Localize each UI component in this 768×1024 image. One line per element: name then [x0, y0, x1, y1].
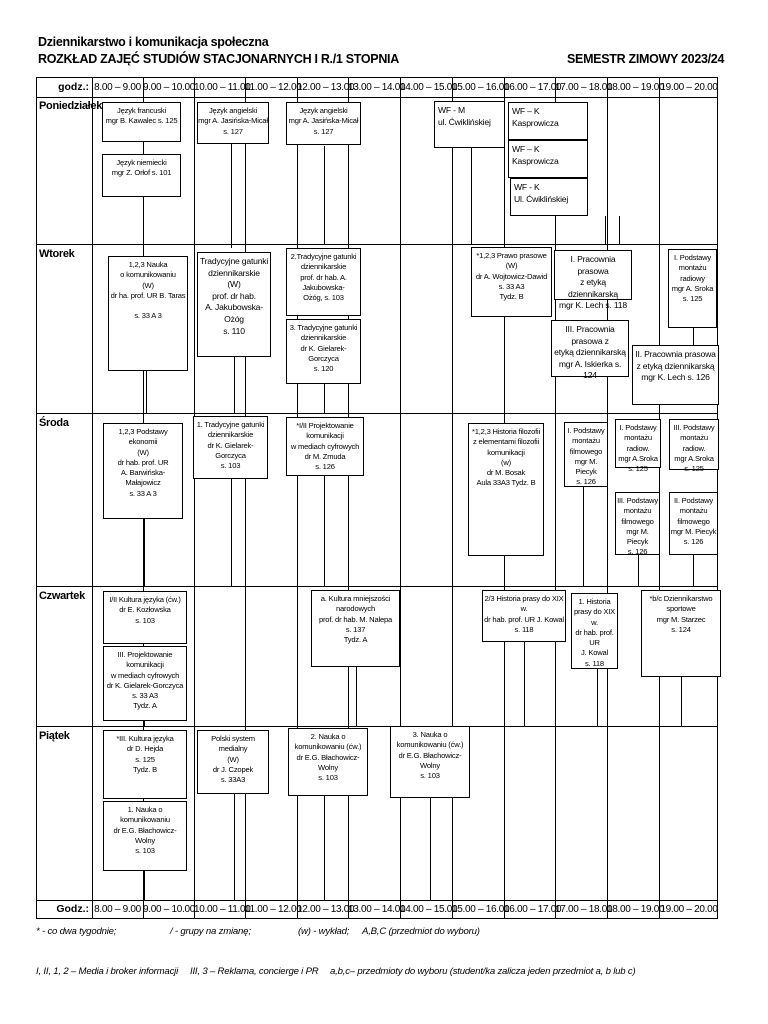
connector-line: [693, 555, 694, 586]
class-line: ul. Ćwiklińskiej: [438, 116, 491, 127]
grid-column-line: [607, 78, 608, 918]
class-line: A. Barwińska-Małajowicz: [120, 468, 166, 488]
class-mon-wfm[interactable]: [434, 101, 505, 148]
legend-elective: A,B,C (przedmiot do wyboru): [362, 926, 480, 937]
class-line: prof. dr hab. M. Nalepa: [318, 614, 393, 624]
class-line: dr K. Gielarek-Gorczyca: [106, 680, 184, 690]
class-line: montażu: [679, 506, 708, 516]
class-line: Ul. Ćwiklińskiej: [514, 193, 569, 204]
time-footer-slot: 9.00 – 10.00: [143, 904, 196, 915]
class-line: s. 126: [683, 537, 704, 546]
class-tue-trad[interactable]: [197, 252, 271, 357]
class-line: s. 118: [514, 624, 534, 634]
grid-row-line: [37, 413, 717, 414]
class-line: II. Podstawy: [674, 496, 713, 505]
class-line: A. Jakubowska-Ożóg: [205, 302, 263, 324]
connector-line: [597, 669, 598, 726]
connector-line: [583, 487, 584, 586]
class-line: Język francuski: [117, 106, 166, 115]
class-line: ekonomii: [128, 437, 158, 447]
class-line: Ożóg, s. 103: [303, 293, 344, 302]
class-line: s. 110: [223, 325, 245, 336]
class-line: mgr Z. Orłof s. 101: [111, 168, 172, 178]
time-footer-slot: 17.00 – 18.00: [555, 904, 613, 915]
class-tue-prawo[interactable]: [471, 247, 552, 317]
class-line: a. Kultura mniejszości: [320, 594, 391, 603]
class-tue-trad2[interactable]: [286, 248, 361, 316]
class-tue-prac3[interactable]: [632, 345, 719, 405]
class-line: I. Pracownia prasowa: [570, 254, 616, 276]
connector-line: [638, 555, 639, 586]
time-header-slot: 10.00 – 11.00: [194, 82, 251, 93]
class-line: montażu radiow.: [624, 433, 652, 453]
class-line: *III. Kultura języka: [116, 734, 174, 743]
class-line: komunikowaniu: [120, 815, 170, 825]
class-line: 1. Nauka o: [127, 805, 163, 814]
class-mon-wfk1[interactable]: [508, 102, 588, 140]
legend-biweekly: * - co dwa tygodnie;: [36, 926, 117, 937]
connector-line: [430, 798, 431, 900]
class-line: Tradycyjne gatunki: [199, 256, 269, 266]
class-line: dr E.G. Błachowicz-Wolny: [398, 750, 462, 770]
class-line: s. 33 A 3: [134, 311, 162, 321]
class-fri-nauka2[interactable]: [288, 728, 368, 796]
class-line: prof. dr hab. A. Jakubowska-: [300, 272, 347, 292]
time-header-slot: 17.00 – 18.00: [555, 82, 613, 93]
class-fri-kult[interactable]: [103, 730, 187, 799]
class-line: s. 125: [135, 754, 155, 764]
class-line: (W): [227, 279, 241, 290]
class-line: III. Pracownia prasowa z: [565, 324, 615, 346]
class-line: dr E. Kozłowska: [119, 605, 171, 615]
class-line: mgr M. Starzec: [656, 614, 706, 624]
class-line: Kasprowicza: [512, 117, 559, 128]
connector-line: [324, 384, 325, 413]
class-line: montażu: [678, 263, 707, 273]
class-line: 1,2,3 Nauka: [128, 260, 168, 269]
class-line: dr M. Zmuda: [304, 451, 346, 461]
class-fri-nauka1[interactable]: [103, 801, 187, 871]
class-tue-trad3[interactable]: [286, 319, 361, 384]
class-line: dr hab. prof. UR: [575, 627, 614, 647]
schedule-title: ROZKŁAD ZAJĘĆ STUDIÓW STACJONARNYCH I R./1 STOPNIA: [38, 52, 399, 66]
class-line: 2/3 Historia prasy do XIX w.: [484, 594, 564, 614]
grid-row-line: [37, 726, 717, 727]
day-label: Czwartek: [39, 590, 85, 602]
class-line: mgr A. Jasińska-Micał s. 127: [198, 116, 268, 136]
schedule-grid: [36, 77, 718, 919]
connector-line: [144, 871, 145, 900]
class-mon-french[interactable]: [102, 102, 181, 142]
class-line: filmowego: [621, 516, 654, 526]
class-line: Aula 33A3 Tydz. B: [476, 478, 536, 488]
legend-groups: / - grupy na zmianę;: [170, 926, 251, 937]
connector-line: [619, 216, 620, 244]
time-header-slot: 13.00 – 14.00: [348, 82, 406, 93]
class-line: 3. Nauka o: [412, 730, 448, 739]
class-line: dr hab. prof. UR: [117, 457, 169, 467]
time-footer-slot: 8.00 – 9.00: [94, 904, 141, 915]
class-line: s. 103: [135, 846, 155, 855]
class-line: 2. Nauka o: [310, 732, 346, 741]
class-line: II. Pracownia prasowa: [635, 349, 716, 359]
class-wed-film2[interactable]: [615, 492, 660, 555]
class-line: montażu radiow.: [680, 433, 708, 453]
class-wed-proj[interactable]: [286, 417, 364, 476]
class-line: w mediach cyfrowych: [110, 670, 180, 680]
time-header-slot: 12.00 – 13.00: [297, 82, 355, 93]
class-line: w mediach cyfrowych: [290, 441, 360, 451]
class-line: III. Podstawy: [673, 423, 715, 432]
time-header-slot: 8.00 – 9.00: [94, 82, 141, 93]
time-footer-slot: 15.00 – 16.00: [452, 904, 510, 915]
class-line: Polski system medialny: [211, 734, 255, 754]
class-line: dr K. Gielarek-Gorczyca: [300, 343, 347, 363]
class-line: *1,2,3 Prawo prasowe (W): [476, 251, 547, 271]
class-tue-nauka[interactable]: [108, 256, 188, 371]
class-line: mgr A.Sroka: [618, 453, 658, 463]
connector-line: [681, 677, 682, 726]
class-line: dziennikarskie: [207, 430, 254, 440]
class-line: s. 33 A 3: [129, 488, 157, 498]
class-line: z etyką dziennikarską: [636, 360, 715, 371]
class-line: dr E.G. Błachowicz-Wolny: [296, 752, 360, 772]
class-line: s. 33 A3: [498, 281, 525, 291]
class-line: WF – K: [512, 106, 540, 116]
connector-line: [471, 148, 472, 244]
grid-column-line: [194, 78, 195, 918]
class-line: prof. dr hab.: [212, 290, 256, 301]
class-line: etyką dziennikarską: [554, 347, 626, 358]
class-line: (w): [501, 457, 511, 467]
class-line: 3. Tradycyjne gatunki: [289, 323, 358, 332]
time-header-slot: 15.00 – 16.00: [452, 82, 510, 93]
class-tue-prac1[interactable]: [554, 250, 632, 311]
class-wed-hist[interactable]: [468, 423, 544, 556]
class-line: 1. Historia: [578, 597, 611, 606]
class-line: I/II Kultura języka (ćw.): [109, 595, 181, 604]
class-line: I. Podstawy: [567, 426, 605, 435]
grid-row-line: [37, 586, 717, 587]
class-line: s. 120: [313, 364, 334, 373]
grid-row-line: [37, 244, 717, 245]
class-wed-radio2[interactable]: [615, 419, 661, 473]
class-line: montażu: [572, 436, 600, 446]
legend-advertising: III, 3 – Reklama, concierge i PR: [190, 966, 319, 977]
class-line: Język angielski: [208, 106, 258, 115]
grid-row-line: [37, 97, 717, 98]
class-tue-prac2[interactable]: [551, 320, 629, 381]
class-line: s. 126: [627, 547, 648, 557]
class-line: filmowego: [569, 446, 603, 456]
connector-line: [356, 667, 357, 726]
class-wed-trad[interactable]: [193, 416, 268, 479]
class-line: III. Projektowanie komunikacji: [117, 650, 173, 670]
class-mon-wfk2[interactable]: [508, 140, 588, 178]
class-line: dr ha. prof. UR B. Taras: [110, 290, 186, 300]
class-line: s. 103: [318, 773, 338, 782]
class-mon-eng2[interactable]: [286, 102, 361, 145]
connector-line: [234, 794, 235, 900]
class-line: dziennikarskie: [300, 333, 347, 343]
class-line: dr hab. prof. UR J. Kowal: [484, 614, 564, 624]
class-line: mgr A.Sroka: [674, 453, 714, 463]
connector-line: [504, 317, 505, 413]
connector-line: [504, 556, 505, 586]
class-line: s. 103: [135, 615, 155, 625]
class-line: s. 33 A3: [132, 691, 158, 700]
connector-line: [234, 357, 235, 413]
class-line: s. 125: [684, 464, 704, 473]
class-line: Tydz. A: [133, 701, 157, 711]
class-line: prasy do XIX w.: [573, 607, 616, 627]
class-line: (W): [137, 447, 149, 457]
connector-line: [605, 216, 606, 244]
class-line: s. 124: [671, 624, 691, 634]
class-line: mgr A. Iskierka s. 124: [558, 358, 622, 381]
semester-label: SEMESTR ZIMOWY 2023/24: [567, 52, 725, 66]
time-header-slot: 18.00 – 19.00: [607, 82, 665, 93]
class-line: s. 118: [585, 658, 604, 668]
class-line: montażu: [623, 506, 652, 516]
class-line: 1,2,3 Podstawy: [118, 427, 168, 436]
class-line: o komunikowaniu: [120, 270, 176, 280]
legend-lecture: (w) - wykład;: [298, 926, 350, 937]
class-line: mgr K. Lech s. 126: [641, 372, 710, 383]
time-header-label: godz.:: [58, 81, 89, 93]
class-line: *1,2,3 Historia filozofii: [471, 427, 541, 436]
day-label: Piątek: [39, 730, 70, 742]
time-footer-slot: 13.00 – 14.00: [348, 904, 406, 915]
department-title: Dziennikarstwo i komunikacja społeczna: [38, 35, 269, 49]
time-footer-slot: 10.00 – 11.00: [194, 904, 251, 915]
class-line: WF – K: [512, 144, 540, 154]
class-line: mgr M. Piecyk: [670, 526, 717, 536]
class-line: *b/c Dziennikarstwo: [649, 594, 713, 603]
class-line: dr M. Bosak: [486, 468, 526, 477]
class-thu-proj[interactable]: [103, 646, 187, 721]
connector-line: [693, 328, 694, 345]
class-line: 2.Tradycyjne gatunki: [290, 252, 357, 261]
class-fri-nauka3[interactable]: [390, 726, 470, 798]
class-line: (W): [142, 280, 154, 290]
day-label: Środa: [39, 417, 69, 429]
connector-line: [324, 476, 325, 586]
day-label: Wtorek: [39, 248, 75, 260]
class-thu-hist1[interactable]: [571, 593, 618, 669]
class-line: 1. Tradycyjne gatunki: [196, 420, 265, 429]
grid-column-line: [92, 78, 93, 918]
class-line: WF - M: [438, 105, 465, 115]
connector-line: [324, 796, 325, 900]
class-line: I. Podstawy: [619, 423, 657, 432]
time-header-slot: 14.00 – 15.00: [400, 82, 458, 93]
legend-electives: a,b,c– przedmioty do wyboru (student/ka zalicza jeden przedmiot a, b lub c): [330, 966, 636, 977]
class-line: komunikacji: [487, 447, 525, 457]
class-line: Tydz. B: [133, 764, 157, 774]
class-line: dziennikarskie: [300, 262, 347, 272]
class-line: filmowego: [677, 516, 710, 526]
class-line: mgr K. Lech s. 118: [559, 300, 627, 311]
class-line: narodowych: [336, 604, 375, 614]
class-line: Tydz. B: [499, 292, 524, 301]
class-line: dziennikarskie: [208, 267, 260, 278]
class-line: Język niemiecki: [116, 158, 167, 167]
class-line: Język angielski: [299, 106, 348, 115]
class-line: (W): [227, 754, 239, 764]
class-line: s. 137: [345, 624, 366, 634]
class-line: s. 126: [315, 462, 335, 471]
class-mon-eng1[interactable]: [197, 102, 269, 144]
connector-line: [144, 721, 145, 726]
class-line: [109, 301, 187, 311]
time-header-slot: 9.00 – 10.00: [143, 82, 196, 93]
class-line: s. 103: [220, 461, 241, 470]
class-line: komunikowaniu (ćw.): [396, 740, 464, 750]
class-line: radiowy: [680, 273, 705, 283]
class-mon-wfk3[interactable]: [510, 178, 588, 216]
class-line: dr E.G. Błachowicz-Wolny: [113, 825, 177, 845]
class-thu-kmn[interactable]: [311, 590, 400, 667]
class-thu-hist[interactable]: [482, 590, 566, 642]
class-line: J. Kowal: [580, 648, 609, 658]
time-footer-label: Godz.:: [56, 903, 89, 915]
class-line: dr J. Czopek: [212, 764, 254, 774]
time-footer-slot: 16.00 – 17.00: [504, 904, 562, 915]
class-line: dr A. Wojtowicz-Dawid: [475, 271, 548, 281]
class-line: WF - K: [514, 182, 540, 192]
time-header-slot: 19.00 – 20.00: [660, 82, 718, 93]
class-line: komunikowaniu (ćw.): [294, 742, 362, 752]
day-label: Poniedziałek: [39, 100, 103, 112]
class-tue-radio[interactable]: [668, 249, 717, 328]
class-mon-german[interactable]: [102, 154, 181, 197]
class-thu-kult[interactable]: [103, 591, 187, 644]
class-line: mgr M. Piecyk: [626, 526, 649, 546]
class-wed-film3[interactable]: [669, 492, 718, 555]
class-line: s. 125: [628, 464, 648, 473]
class-line: Tydz. A: [343, 635, 368, 644]
class-line: *I/II Projektowanie komunikacji: [296, 421, 354, 441]
connector-line: [144, 519, 145, 586]
connector-line: [324, 146, 325, 244]
connector-line: [231, 479, 232, 586]
class-line: s. 125: [682, 294, 703, 303]
class-line: s. 103: [420, 771, 440, 780]
class-wed-radio3[interactable]: [669, 419, 719, 473]
class-line: I. Podstawy: [673, 253, 712, 262]
class-line: s. 33A3: [220, 775, 246, 784]
class-line: mgr A. Sroka: [671, 283, 714, 293]
class-line: sportowe: [666, 604, 696, 614]
class-wed-film1[interactable]: [564, 422, 608, 487]
time-header-slot: 11.00 – 12.00: [245, 82, 302, 93]
legend-media: I, II, 1, 2 – Media i broker informacji: [36, 966, 179, 977]
class-line: s. 126: [576, 477, 596, 487]
time-footer-slot: 11.00 – 12.00: [245, 904, 302, 915]
connector-line: [524, 642, 525, 726]
class-line: z elementami filozofii: [472, 437, 540, 447]
class-line: mgr B. Kawalec s. 125: [105, 116, 178, 126]
class-fri-psm[interactable]: [197, 730, 269, 794]
class-line: dr D. Hejda: [126, 744, 164, 754]
time-footer-slot: 12.00 – 13.00: [297, 904, 355, 915]
class-line: mgr M. Piecyk: [574, 456, 598, 476]
class-line: III. Podstawy: [617, 496, 658, 505]
time-footer-slot: 18.00 – 19.00: [607, 904, 665, 915]
class-line: dr K. Gielarek-Gorczyca: [207, 440, 254, 460]
time-footer-slot: 14.00 – 15.00: [400, 904, 458, 915]
class-line: mgr A. Jasińska-Micał s. 127: [288, 116, 359, 136]
connector-line: [231, 144, 232, 248]
class-wed-ekon[interactable]: [103, 423, 183, 519]
class-thu-sport[interactable]: [641, 590, 721, 677]
connector-line: [146, 371, 147, 413]
time-footer-slot: 19.00 – 20.00: [660, 904, 718, 915]
class-line: z etyką dziennikarską: [568, 277, 618, 299]
time-header-slot: 16.00 – 17.00: [504, 82, 562, 93]
class-line: Kasprowicza: [512, 155, 559, 166]
